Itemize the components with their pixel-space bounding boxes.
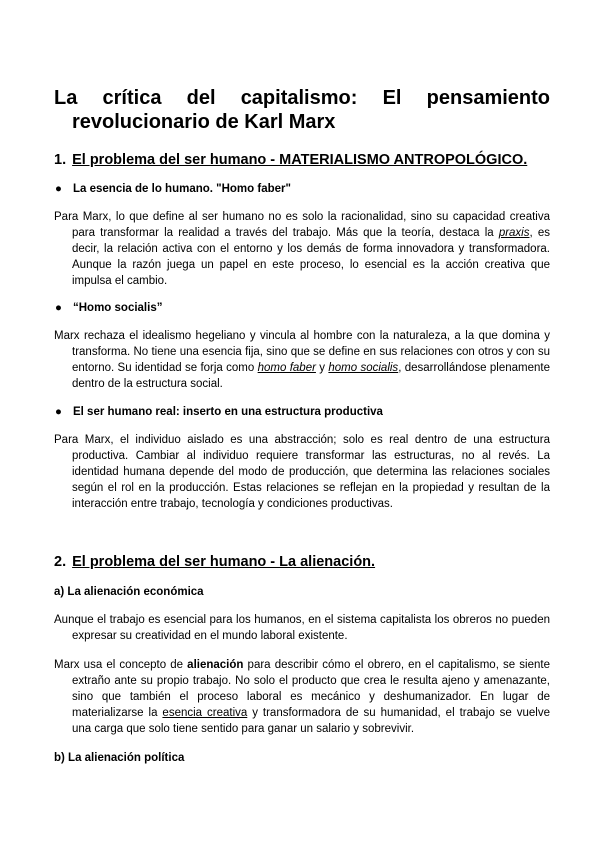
bullet-label: “Homo socialis” <box>73 302 163 314</box>
esencia-creativa-term: esencia creativa <box>162 707 248 719</box>
homo-socialis-term: homo socialis <box>328 362 399 374</box>
bullet-label: El ser humano real: inserto en una estructura productiva <box>73 406 383 418</box>
bullet-icon: ● <box>55 302 62 314</box>
bullet-homo-socialis <box>55 300 162 316</box>
section-1-heading <box>54 151 527 169</box>
paragraph-ser-humano-real: Para Marx, el individuo aislado es una abstracción; solo es real dentro de una estructura productiva. Cambiar al individuo requiere transformar las estructuras, no al revés. La identidad humana depende del modo de producción, que determina las relaciones sociales según el rol en la producción. Estas relaciones se reflejan en la propiedad y resultan de la interacción entre trabajo, tecnología y condiciones productivas. <box>54 434 550 510</box>
title-line-2: revolucionario de Karl Marx <box>72 111 336 133</box>
paragraph-text: y transformadora de su humanidad, el trabajo se vuelve una carga que solo tiene sentido para ganar un salario y sobrevivir. <box>72 707 551 735</box>
paragraph-text: Para Marx, lo que define al ser humano no es solo la racionalidad, sino su capacidad creativa para transformar la realidad a través del trabajo. Más que la teoría, destaca la <box>54 211 550 239</box>
bullet-ser-humano-real <box>55 404 383 420</box>
alienacion-term: alienación <box>187 659 244 671</box>
paragraph-alienacion-2 <box>54 657 550 737</box>
bullet-homo-faber <box>55 181 291 197</box>
bullet-icon: ● <box>55 183 62 195</box>
homo-faber-term: homo faber <box>257 362 316 374</box>
bullet-icon: ● <box>55 406 62 418</box>
paragraph-text: Marx usa el concepto de <box>54 659 188 671</box>
paragraph-text: , es decir, la relación activa con el entorno y los demás de forma innovadora y transformadora. Aunque la razón juega un papel en este proceso, lo esencial es la acción creativa que impulsa el cambio. <box>72 227 550 287</box>
section-1-heading-text: El problema del ser humano - MATERIALISMO ANTROPOLÓGICO. <box>72 152 528 168</box>
title-line-1: La crítica del capitalismo: El pensamiento <box>54 87 550 109</box>
bullet-label: La esencia de lo humano. "Homo faber" <box>73 183 291 195</box>
paragraph-text: Marx rechaza el idealismo hegeliano y vincula al hombre con la naturaleza, a la que domina y transforma. No tiene una esencia fija, sino que se define en sus relaciones con otros y con su entorno. Su identidad se forja como <box>54 330 550 374</box>
praxis-term: praxis <box>498 227 530 239</box>
subheading-alienacion-economica: a) La alienación económica <box>54 586 204 598</box>
section-2-heading <box>54 553 375 571</box>
section-2-number: 2. <box>54 554 67 570</box>
paragraph-homo-socialis <box>54 328 550 392</box>
section-2-heading-text: El problema del ser humano - La alienación. <box>72 554 376 570</box>
paragraph-text: y <box>315 362 329 374</box>
paragraph-homo-faber <box>54 209 550 289</box>
page-title <box>54 86 550 134</box>
paragraph-text: para describir cómo el obrero, en el capitalismo, se siente extraño ante su propio trabajo. No solo el producto que crea le resulta ajeno y amenazante, sino que también el proceso laboral es mecánico y deshumanizador. En lugar de materializarse la <box>72 659 550 719</box>
paragraph-alienacion-1: Aunque el trabajo es esencial para los humanos, en el sistema capitalista los obreros no pueden expresar su creatividad en el mundo laboral existente. <box>54 614 550 642</box>
subheading-alienacion-politica: b) La alienación política <box>54 752 185 764</box>
paragraph-text: , desarrollándose plenamente dentro de la estructura social. <box>72 362 550 390</box>
section-1-number: 1. <box>54 152 67 168</box>
